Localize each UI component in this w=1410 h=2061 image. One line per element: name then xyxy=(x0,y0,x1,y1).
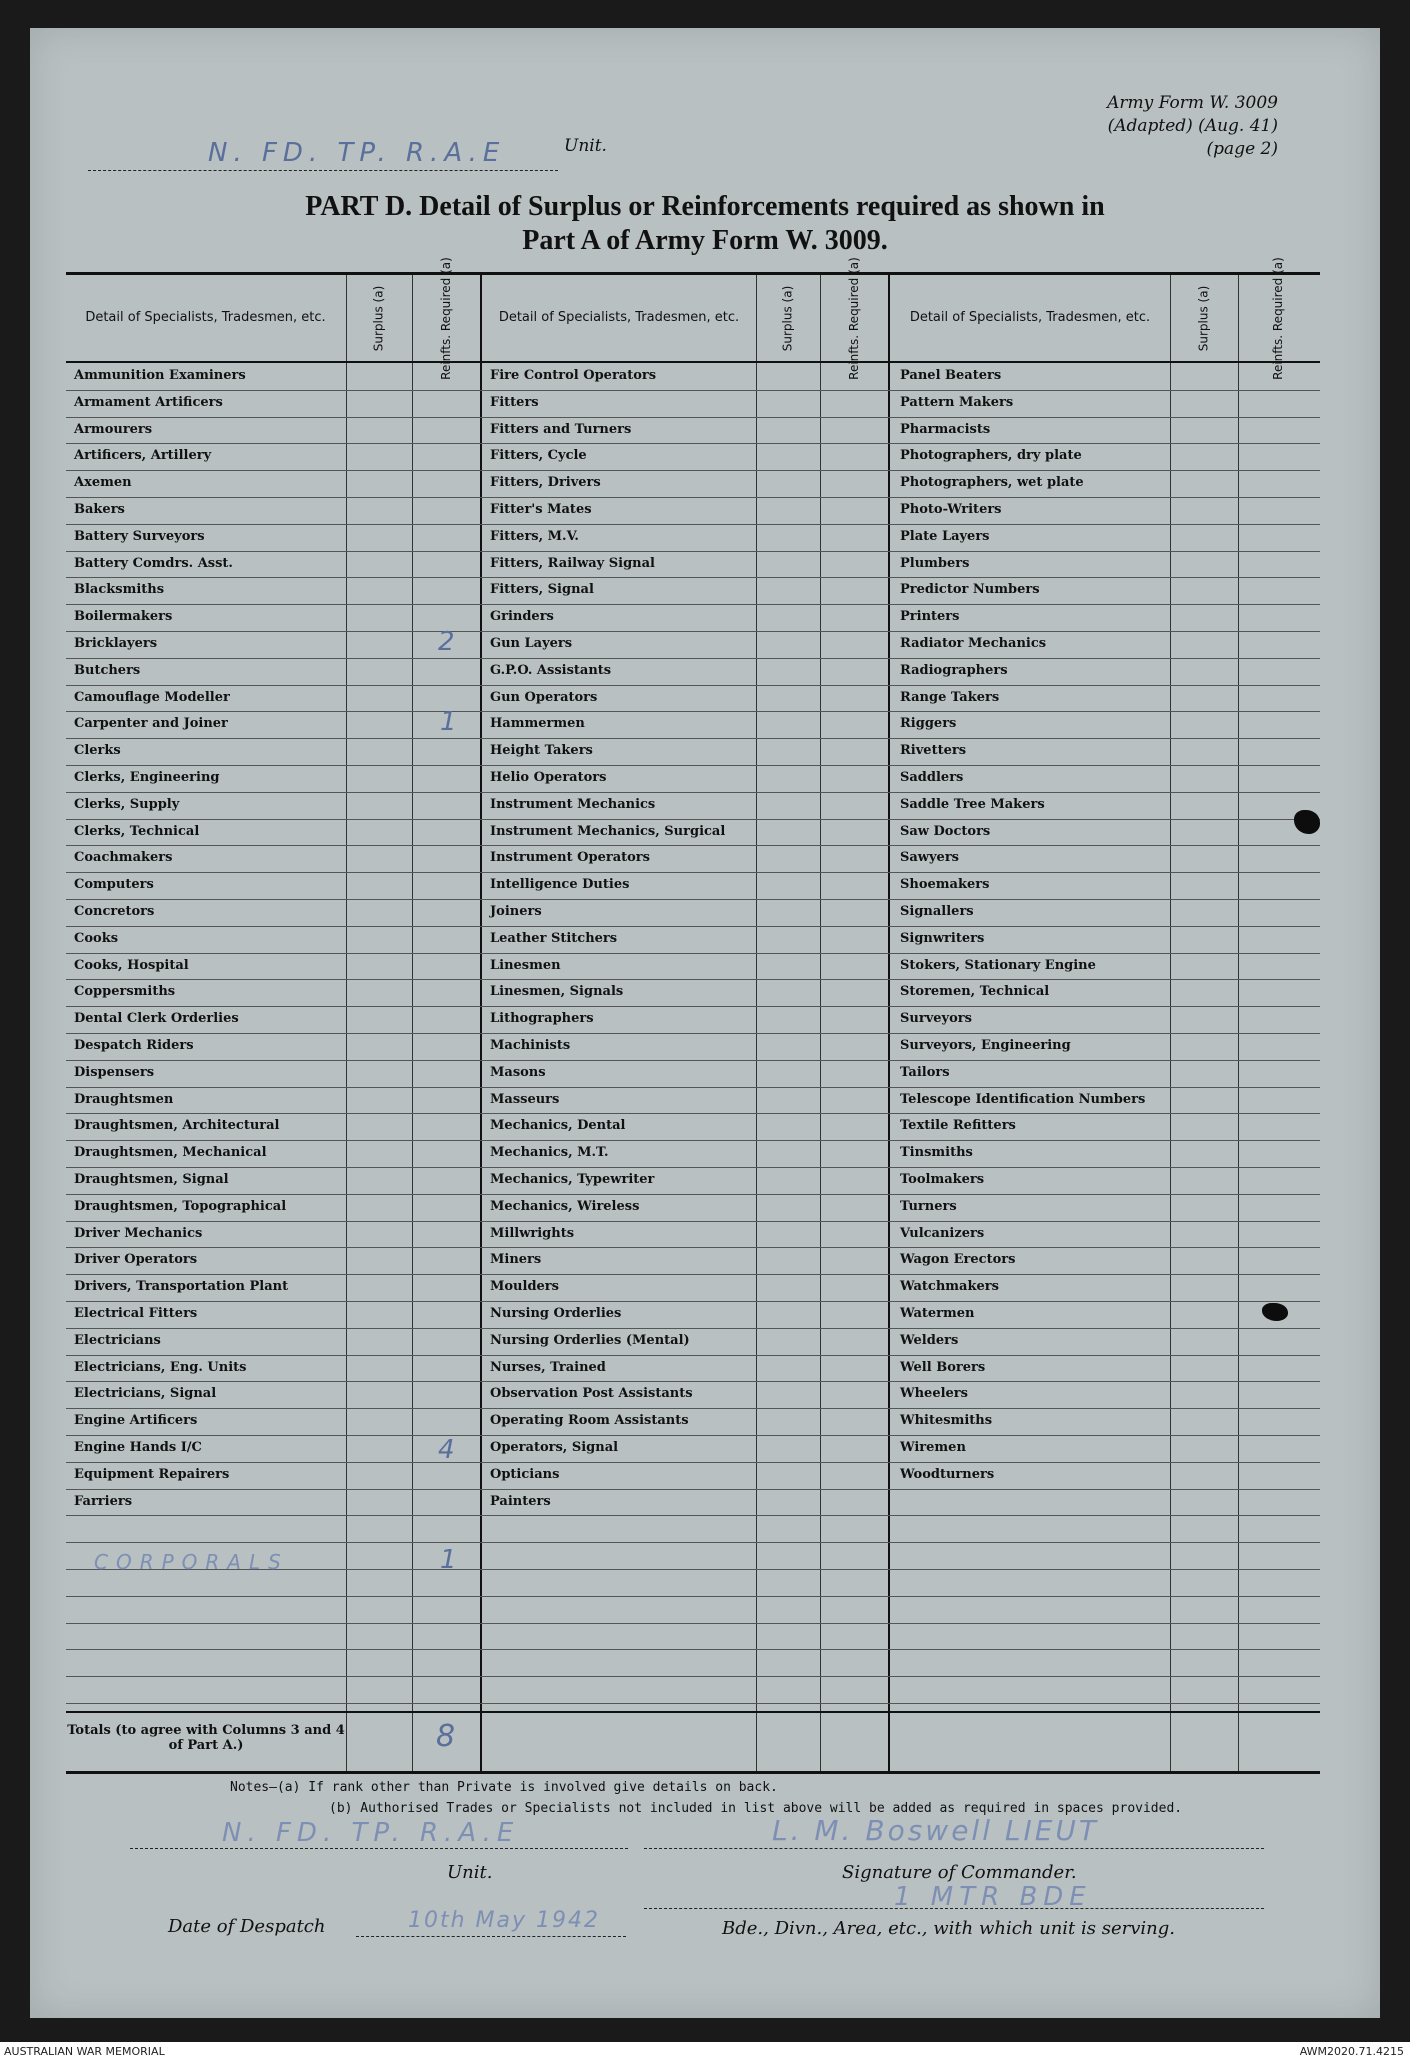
trade-label: Artificers, Artillery xyxy=(74,448,212,464)
trade-label: Fitters xyxy=(490,394,539,410)
trade-label: Boilermakers xyxy=(74,609,173,625)
header-surplus-1: Surplus (a) xyxy=(371,285,386,351)
trade-label: Sawyers xyxy=(900,850,959,866)
trade-label: Clerks xyxy=(74,743,121,759)
trade-label: Clerks, Supply xyxy=(74,796,180,812)
row-rule xyxy=(66,926,1320,927)
trade-label: Mechanics, M.T. xyxy=(490,1145,609,1161)
trade-label: Photographers, dry plate xyxy=(900,448,1082,464)
credit-left: AUSTRALIAN WAR MEMORIAL xyxy=(4,2045,165,2058)
trade-label: G.P.O. Assistants xyxy=(490,662,612,678)
trade-label: Bakers xyxy=(74,502,125,517)
trade-label: Tinsmiths xyxy=(900,1145,973,1161)
footer-unit-handwriting: N. FD. TP. R.A.E xyxy=(222,1818,520,1848)
trade-label: Mechanics, Typewriter xyxy=(490,1172,655,1187)
row-rule xyxy=(66,1006,1320,1007)
trade-label: Wagon Erectors xyxy=(900,1252,1016,1268)
trade-label: Electricians, Signal xyxy=(74,1386,217,1402)
trade-label: Gun Operators xyxy=(490,689,598,705)
row-rule xyxy=(66,899,1320,900)
trade-label: Storemen, Technical xyxy=(900,984,1050,1000)
row-rule xyxy=(66,1676,1320,1677)
corporals-reinfts-value: 1 xyxy=(440,1545,457,1575)
trade-label: Joiners xyxy=(490,904,542,919)
trade-label: Instrument Operators xyxy=(490,850,650,866)
row-rule xyxy=(66,1462,1320,1463)
specialists-table xyxy=(66,256,1320,1774)
trade-label: Drivers, Transportation Plant xyxy=(74,1279,289,1295)
punch-hole-mark xyxy=(1294,810,1320,834)
date-line xyxy=(356,1908,626,1937)
row-rule xyxy=(66,1247,1320,1248)
trade-label: Masseurs xyxy=(490,1091,560,1107)
header-surplus-3: Surplus (a) xyxy=(1196,285,1211,351)
row-rule xyxy=(66,979,1320,980)
row-rule xyxy=(66,1542,1320,1543)
row-rule xyxy=(66,1301,1320,1302)
trade-label: Rivetters xyxy=(900,743,967,759)
row-rule xyxy=(66,1623,1320,1624)
row-rule xyxy=(66,1355,1320,1356)
trade-label: Carpenter and Joiner xyxy=(74,716,228,732)
form-ref-line3: (page 2) xyxy=(1206,139,1278,159)
trade-label: Masons xyxy=(490,1064,546,1080)
trade-label: Instrument Mechanics xyxy=(490,796,656,812)
trade-label: Coachmakers xyxy=(74,850,173,866)
trade-label: Blacksmiths xyxy=(74,582,165,598)
trade-label: Draughtsmen, Signal xyxy=(74,1172,229,1187)
trade-label: Camouflage Modeller xyxy=(74,689,230,705)
trade-label: Machinists xyxy=(490,1038,571,1053)
form-ref-line2: (Adapted) (Aug. 41) xyxy=(1107,116,1278,136)
row-rule xyxy=(66,1060,1320,1061)
column-divider xyxy=(820,275,821,1771)
trade-label: Moulders xyxy=(490,1279,559,1295)
trade-label: Driver Mechanics xyxy=(74,1225,203,1241)
bde-label: Bde., Divn., Area, etc., with which unit is serving. xyxy=(722,1918,1175,1939)
trade-label: Miners xyxy=(490,1252,542,1268)
header-reinfts-2: Reinfts. Required (a) xyxy=(846,256,861,380)
row-rule xyxy=(66,1489,1320,1490)
credit-right: AWM2020.71.4215 xyxy=(1299,2045,1404,2058)
row-rule xyxy=(66,1221,1320,1222)
bricklayers-reinfts-value: 2 xyxy=(438,627,455,657)
trade-label: Predictor Numbers xyxy=(900,582,1040,598)
engine-artificers-reinfts-value: 4 xyxy=(438,1435,455,1465)
trade-label: Linesmen, Signals xyxy=(490,984,624,1000)
archive-footer xyxy=(0,2042,1410,2061)
signature-handwriting: L. M. Boswell LIEUT xyxy=(772,1814,1100,1847)
trade-label: Operators, Signal xyxy=(490,1440,619,1455)
form-reference xyxy=(1107,92,1278,161)
trade-label: Fitters, Signal xyxy=(490,582,594,598)
trade-label: Cooks, Hospital xyxy=(74,957,189,973)
trade-label: Textile Refitters xyxy=(900,1118,1016,1134)
trade-label: Fire Control Operators xyxy=(490,368,657,383)
trade-label: Draughtsmen, Topographical xyxy=(74,1198,287,1214)
date-handwriting: 10th May 1942 xyxy=(408,1908,601,1933)
trade-label: Leather Stitchers xyxy=(490,930,618,946)
trade-label: Observation Post Assistants xyxy=(490,1386,693,1402)
trade-label: Painters xyxy=(490,1493,551,1509)
trade-label: Operating Room Assistants xyxy=(490,1413,689,1429)
trade-label: Ammunition Examiners xyxy=(74,368,246,383)
trade-label: Clerks, Engineering xyxy=(74,770,220,785)
trade-label: Computers xyxy=(74,877,154,893)
row-rule xyxy=(66,1033,1320,1034)
row-rule xyxy=(66,551,1320,552)
row-rule xyxy=(66,658,1320,659)
form-sheet xyxy=(30,28,1380,2018)
header-reinfts-1: Reinfts. Required (a) xyxy=(438,256,453,380)
trade-label: Saddle Tree Makers xyxy=(900,796,1045,812)
header-surplus-2: Surplus (a) xyxy=(780,285,795,351)
trade-label: Engine Hands I/C xyxy=(74,1440,202,1455)
trade-label: Turners xyxy=(900,1198,957,1214)
row-rule xyxy=(66,953,1320,954)
row-rule xyxy=(66,1435,1320,1436)
row-rule xyxy=(66,792,1320,793)
trade-label: Watermen xyxy=(900,1306,975,1321)
trade-label: Photographers, wet plate xyxy=(900,475,1084,491)
row-rule xyxy=(66,443,1320,444)
trade-label: Height Takers xyxy=(490,743,593,759)
trade-label: Opticians xyxy=(490,1466,560,1482)
trade-label: Fitters and Turners xyxy=(490,421,632,437)
trade-label: Range Takers xyxy=(900,689,1000,705)
row-rule xyxy=(66,1408,1320,1409)
trade-label: Engine Artificers xyxy=(74,1413,198,1429)
trade-label: Shoemakers xyxy=(900,877,990,893)
trade-label: Fitters, Drivers xyxy=(490,475,601,491)
row-rule xyxy=(66,1167,1320,1168)
trade-label: Draughtsmen xyxy=(74,1091,174,1107)
row-rule xyxy=(66,1703,1320,1704)
column-divider xyxy=(1170,275,1171,1771)
column-divider xyxy=(412,275,413,1771)
trade-label: Cooks xyxy=(74,930,119,946)
trade-label: Millwrights xyxy=(490,1225,575,1241)
row-rule xyxy=(66,497,1320,498)
footer-unit-label: Unit. xyxy=(447,1862,493,1883)
trade-label: Photo-Writers xyxy=(900,502,1002,517)
trade-label: Toolmakers xyxy=(900,1172,985,1187)
trade-label: Linesmen xyxy=(490,957,561,973)
trade-label: Plate Layers xyxy=(900,528,990,544)
header-detail-3: Detail of Specialists, Tradesmen, etc. xyxy=(909,310,1151,325)
trade-label: Saddlers xyxy=(900,770,964,785)
trade-label: Mechanics, Dental xyxy=(490,1118,626,1134)
note-a: Notes—(a) If rank other than Private is involved give details on back. xyxy=(230,1780,778,1795)
trade-label: Intelligence Duties xyxy=(490,877,630,893)
row-rule xyxy=(66,1649,1320,1650)
row-rule xyxy=(66,524,1320,525)
trade-label: Fitters, Railway Signal xyxy=(490,555,655,571)
trade-label: Draughtsmen, Mechanical xyxy=(74,1145,267,1161)
trade-label: Battery Comdrs. Asst. xyxy=(74,555,233,571)
trade-label: Dental Clerk Orderlies xyxy=(74,1011,239,1027)
row-rule xyxy=(66,845,1320,846)
title-line1: PART D. Detail of Surplus or Reinforcements required as shown in xyxy=(305,191,1105,222)
trade-label: Radiator Mechanics xyxy=(900,636,1047,651)
totals-label: Totals (to agree with Columns 3 and 4 of Part A.) xyxy=(67,1723,345,1753)
row-rule xyxy=(66,417,1320,418)
trade-label: Instrument Mechanics, Surgical xyxy=(490,823,726,839)
trade-label: Electricians xyxy=(74,1332,161,1348)
column-divider xyxy=(1238,275,1239,1771)
trade-label: Driver Operators xyxy=(74,1252,198,1268)
date-label: Date of Despatch xyxy=(168,1916,326,1937)
title-line2: Part A of Army Form W. 3009. xyxy=(522,225,888,256)
trade-label: Electricians, Eng. Units xyxy=(74,1359,247,1375)
trade-label: Panel Beaters xyxy=(900,368,1002,383)
unit-handwriting: N. FD. TP. R.A.E xyxy=(208,138,506,168)
note-b: (b) Authorised Trades or Specialists not included in list above will be added as required in spaces provided. xyxy=(329,1801,1183,1816)
bde-line xyxy=(644,1882,1264,1912)
row-rule xyxy=(66,577,1320,578)
trade-label: Woodturners xyxy=(900,1466,995,1482)
unit-field xyxy=(88,138,558,171)
trade-label: Stokers, Stationary Engine xyxy=(900,957,1096,973)
trade-label: Farriers xyxy=(74,1493,133,1509)
header-detail-1: Detail of Specialists, Tradesmen, etc. xyxy=(85,310,326,325)
trade-label: Coppersmiths xyxy=(74,984,176,1000)
trade-label: Signallers xyxy=(900,904,974,919)
trade-label: Radiographers xyxy=(900,662,1008,678)
trade-label: Wiremen xyxy=(900,1440,966,1455)
trade-label: Hammermen xyxy=(490,716,585,732)
header-rule xyxy=(66,361,1320,363)
trade-label: Fitters, M.V. xyxy=(490,528,579,544)
row-rule xyxy=(66,1596,1320,1597)
row-rule xyxy=(66,872,1320,873)
trade-label: Equipment Repairers xyxy=(74,1466,230,1482)
corporals-entry: CORPORALS xyxy=(94,1550,289,1574)
row-rule xyxy=(66,1381,1320,1382)
trade-label: Grinders xyxy=(490,609,554,625)
row-rule xyxy=(66,738,1320,739)
trade-label: Bricklayers xyxy=(74,636,158,651)
trade-label: Fitters, Cycle xyxy=(490,448,587,464)
trade-label: Fitter's Mates xyxy=(490,502,592,517)
trade-label: Whitesmiths xyxy=(900,1413,993,1429)
trade-label: Surveyors, Engineering xyxy=(900,1038,1071,1053)
trade-label: Printers xyxy=(900,609,960,625)
trade-label: Mechanics, Wireless xyxy=(490,1198,640,1214)
trade-label: Gun Layers xyxy=(490,636,573,651)
trade-label: Saw Doctors xyxy=(900,823,991,839)
row-rule xyxy=(66,765,1320,766)
trade-label: Lithographers xyxy=(490,1011,594,1027)
row-rule xyxy=(66,470,1320,471)
totals-rule xyxy=(66,1711,1320,1713)
page-title xyxy=(30,190,1380,258)
row-rule xyxy=(66,1515,1320,1516)
trade-label: Riggers xyxy=(900,716,957,732)
column-divider xyxy=(888,275,890,1771)
trade-label: Nursing Orderlies xyxy=(490,1306,622,1321)
column-divider xyxy=(756,275,757,1771)
trade-label: Electrical Fitters xyxy=(74,1306,198,1321)
row-rule xyxy=(66,1328,1320,1329)
trade-label: Surveyors xyxy=(900,1011,972,1027)
trade-label: Wheelers xyxy=(900,1386,968,1402)
row-rule xyxy=(66,390,1320,391)
header-reinfts-3: Reinfts. Required (a) xyxy=(1270,256,1285,380)
trade-label: Pattern Makers xyxy=(900,394,1014,410)
trade-label: Despatch Riders xyxy=(74,1038,194,1053)
trade-label: Concretors xyxy=(74,904,155,919)
trade-label: Telescope Identification Numbers xyxy=(900,1091,1146,1107)
row-rule xyxy=(66,685,1320,686)
trade-label: Tailors xyxy=(900,1064,950,1080)
trade-label: Pharmacists xyxy=(900,421,991,437)
column-divider xyxy=(480,275,482,1771)
trade-label: Draughtsmen, Architectural xyxy=(74,1118,280,1134)
form-ref-line1: Army Form W. 3009 xyxy=(1107,93,1278,113)
trade-label: Watchmakers xyxy=(900,1279,999,1295)
trade-label: Nurses, Trained xyxy=(490,1359,606,1375)
row-rule xyxy=(66,631,1320,632)
totals-reinfts-value: 8 xyxy=(436,1719,456,1754)
trade-label: Signwriters xyxy=(900,930,985,946)
trade-label: Battery Surveyors xyxy=(74,528,205,544)
trade-label: Helio Operators xyxy=(490,770,607,785)
trade-label: Plumbers xyxy=(900,555,970,571)
column-divider xyxy=(346,275,347,1771)
trade-label: Well Borers xyxy=(900,1359,986,1375)
signature-line xyxy=(644,1814,1264,1849)
trade-label: Armament Artificers xyxy=(74,394,223,410)
row-rule xyxy=(66,604,1320,605)
trade-label: Axemen xyxy=(74,475,132,491)
header-detail-2: Detail of Specialists, Tradesmen, etc. xyxy=(498,310,740,325)
punch-hole-mark xyxy=(1262,1303,1288,1321)
trade-label: Dispensers xyxy=(74,1064,155,1080)
trade-label: Armourers xyxy=(74,421,153,437)
bde-handwriting: 1 MTR BDE xyxy=(894,1882,1092,1912)
signature-label: Signature of Commander. xyxy=(842,1862,1077,1883)
trade-label: Clerks, Technical xyxy=(74,823,200,839)
trade-label: Nursing Orderlies (Mental) xyxy=(490,1332,690,1348)
carpenter-reinfts-value: 1 xyxy=(440,707,457,737)
trade-label: Butchers xyxy=(74,662,141,678)
footer-unit-line xyxy=(130,1818,628,1849)
trade-label: Welders xyxy=(900,1332,959,1348)
trade-label: Vulcanizers xyxy=(900,1225,985,1241)
unit-label: Unit. xyxy=(564,136,607,156)
row-rule xyxy=(66,711,1320,712)
